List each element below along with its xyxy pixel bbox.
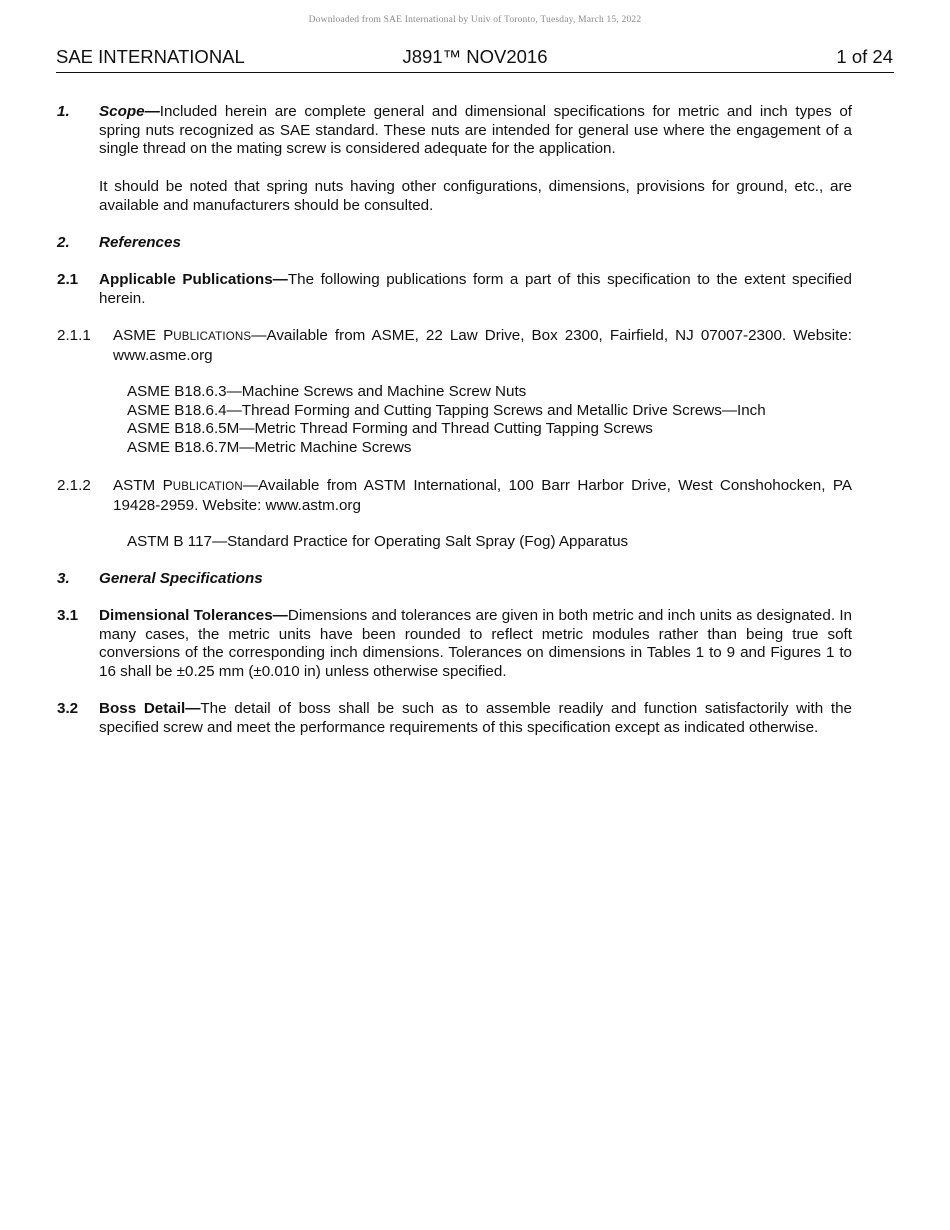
section-body xyxy=(99,607,852,681)
section-title: Applicable Publications— xyxy=(99,271,288,288)
section-number: 2.1.1 xyxy=(57,327,91,344)
reference-item: ASME B18.6.7M—Metric Machine Screws xyxy=(127,438,412,456)
section-text: The detail of boss shall be such as to assemble readily and function satisfactorily with the specified screw and meet the performance requirements of this specification except as indicated otherwise. xyxy=(99,700,852,736)
section-text: —Available from ASME, 22 Law Drive, Box 2300, Fairfield, NJ 07007-2300. Website: www.asme.org xyxy=(113,327,852,364)
section-title: General Specifications xyxy=(99,570,263,587)
reference-item: ASME B18.6.3—Machine Screws and Machine Screw Nuts xyxy=(127,383,527,400)
section-body xyxy=(99,271,852,308)
section-body xyxy=(99,103,852,159)
reference-item: ASTM B 117—Standard Practice for Operating Salt Spray (Fog) Apparatus xyxy=(127,533,629,550)
astm-reference-list xyxy=(127,533,628,552)
section-title-smallcaps: UBLICATION xyxy=(172,481,243,493)
header-organization: SAE INTERNATIONAL xyxy=(56,46,245,67)
section-note-text: It should be noted that spring nuts having other configurations, dimensions, provisions for ground, etc., are available and manufacturers should be consulted. xyxy=(99,178,852,214)
section-number: 2.1.2 xyxy=(57,477,91,494)
section-text: Dimensions and tolerances are given in both metric and inch units as designated. In many cases, the metric units have been rounded to reflect metric modules rather than being true soft conversions of the corresponding inch dimensions. Tolerances on dimensions in Tables 1 to 9 and Figures 1 to 16 shall be ±0.25 mm (±0.010 in) unless otherwise specified. xyxy=(99,607,852,680)
section-text: —Available from ASTM International, 100 Barr Harbor Drive, West Conshohocken, PA 19428-2959. Website: www.astm.org xyxy=(113,477,852,514)
section-number: 2.1 xyxy=(57,271,79,288)
page-header xyxy=(56,45,894,73)
section-number: 3.1 xyxy=(57,607,79,624)
section-number: 3. xyxy=(57,570,70,587)
asme-reference-list xyxy=(127,383,766,457)
header-document-id: J891™ NOV2016 xyxy=(402,46,548,67)
download-watermark: Downloaded from SAE International by Univ of Toronto, Tuesday, March 15, 2022 xyxy=(308,15,642,25)
section-title-smallcaps: UBLICATIONS xyxy=(173,331,252,343)
reference-item: ASME B18.6.5M—Metric Thread Forming and Thread Cutting Tapping Screws xyxy=(127,420,653,437)
section-title: Dimensional Tolerances— xyxy=(99,607,288,624)
section-title: References xyxy=(99,234,181,251)
section-title: ASTM P xyxy=(113,477,173,494)
section-title: Boss Detail— xyxy=(99,700,201,717)
header-page-number: 1 of 24 xyxy=(836,46,893,67)
section-number: 2. xyxy=(57,234,70,251)
section-body xyxy=(113,327,852,365)
reference-item: ASME B18.6.4—Thread Forming and Cutting Tapping Screws and Metallic Drive Screws—Inch xyxy=(127,401,766,419)
section-title: Scope— xyxy=(99,103,160,120)
section-title: ASME P xyxy=(113,327,174,344)
section-number: 3.2 xyxy=(57,700,79,717)
section-number: 1. xyxy=(57,103,70,120)
section-body xyxy=(113,477,852,515)
section-text: Included herein are complete general and dimensional specifications for metric and inch types of spring nuts recognized as SAE standard. These nuts are intended for general use where the engagement of a single thread on the mating screw is considered adequate for the application. xyxy=(99,103,852,157)
section-text: The following publications form a part of this specification to the extent specified herein. xyxy=(99,271,852,307)
section-body xyxy=(99,700,852,737)
